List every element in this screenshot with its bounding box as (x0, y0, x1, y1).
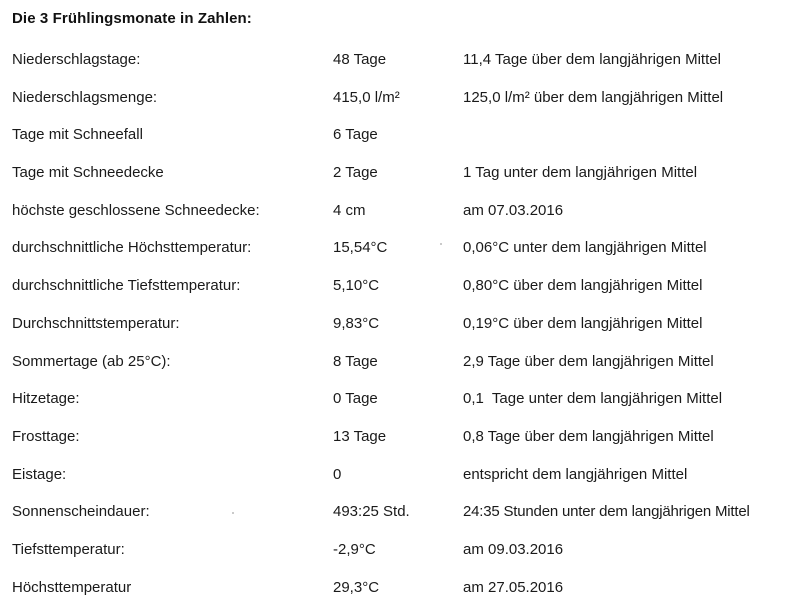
stat-comparison: 125,0 l/m² über dem langjährigen Mittel (463, 88, 724, 106)
stat-value: 13 Tage (333, 427, 387, 445)
stat-label: Niederschlagstage: (12, 51, 141, 68)
stat-comparison: 11,4 Tage über dem langjährigen Mittel (463, 51, 721, 68)
stat-label: Eistage: (12, 465, 67, 483)
stat-label: Höchsttemperatur (12, 578, 132, 596)
stat-value: 0 (333, 465, 342, 483)
stat-label: Niederschlagsmenge: (12, 88, 158, 106)
stat-row-avg-high-temperature (0, 229, 800, 267)
stat-value: 5,10°C (333, 277, 380, 295)
stat-label: durchschnittliche Höchsttemperatur: (12, 239, 252, 257)
stat-row-avg-low-temperature (0, 267, 800, 305)
stat-label: Tage mit Schneedecke (12, 164, 164, 182)
statistics-table (0, 41, 800, 606)
stat-value: -2,9°C (333, 540, 376, 558)
stat-label: Tage mit Schneefall (12, 126, 143, 144)
stat-row-lowest-temperature (0, 531, 800, 569)
stat-value: 29,3°C (333, 578, 380, 596)
stat-row-sunshine-duration (0, 493, 800, 531)
stat-value: 2 Tage (333, 164, 378, 182)
stat-row-heat-days (0, 380, 800, 418)
stat-label: Frosttage: (12, 427, 80, 445)
stat-value: 48 Tage (333, 51, 387, 68)
stat-comparison: 2,9 Tage über dem langjährigen Mittel (463, 352, 714, 370)
stat-row-summer-days (0, 343, 800, 381)
stat-row-highest-temperature (0, 569, 800, 607)
stat-comparison: entspricht dem langjährigen Mittel (463, 465, 688, 483)
stat-comparison: 1 Tag unter dem langjährigen Mittel (463, 164, 698, 182)
stat-comparison: am 07.03.2016 (463, 201, 564, 219)
stat-comparison: 24:35 Stunden unter dem langjährigen Mittel (463, 503, 750, 521)
stat-row-max-snow-depth (0, 192, 800, 230)
stat-label: Sommertage (ab 25°C): (12, 352, 171, 370)
stat-label: Durchschnittstemperatur: (12, 314, 180, 332)
stat-value: 6 Tage (333, 126, 378, 144)
scan-speck (440, 243, 442, 245)
stat-comparison: am 09.03.2016 (463, 540, 564, 558)
stat-row-ice-days (0, 456, 800, 494)
stat-comparison: 0,19°C über dem langjährigen Mittel (463, 314, 703, 332)
stat-label: durchschnittliche Tiefsttemperatur: (12, 277, 241, 295)
stat-label: Hitzetage: (12, 390, 80, 408)
stat-value: 15,54°C (333, 239, 388, 257)
stat-value: 493:25 Std. (333, 503, 410, 521)
stat-row-precipitation-amount (0, 79, 800, 117)
stat-label: Sonnenscheindauer: (12, 503, 150, 521)
stat-value: 4 cm (333, 201, 366, 219)
stat-row-snow-cover-days (0, 154, 800, 192)
stat-value: 8 Tage (333, 352, 378, 370)
stat-row-avg-temperature (0, 305, 800, 343)
stat-value: 415,0 l/m² (333, 88, 400, 106)
stat-label: höchste geschlossene Schneedecke: (12, 201, 260, 219)
stat-row-snowfall-days (0, 116, 800, 154)
stat-comparison: 0,80°C über dem langjährigen Mittel (463, 277, 703, 295)
stat-value: 9,83°C (333, 314, 380, 332)
scan-speck (232, 512, 234, 514)
stat-value: 0 Tage (333, 390, 378, 408)
document-title: Die 3 Frühlingsmonate in Zahlen: (12, 10, 252, 27)
stat-row-frost-days (0, 418, 800, 456)
stat-comparison: 0,1 Tage unter dem langjährigen Mittel (463, 390, 723, 408)
stat-comparison: 0,06°C unter dem langjährigen Mittel (463, 239, 707, 257)
stat-label: Tiefsttemperatur: (12, 540, 125, 558)
stat-comparison: 0,8 Tage über dem langjährigen Mittel (463, 427, 714, 445)
stat-comparison: am 27.05.2016 (463, 578, 564, 596)
stat-row-precipitation-days (0, 41, 800, 79)
